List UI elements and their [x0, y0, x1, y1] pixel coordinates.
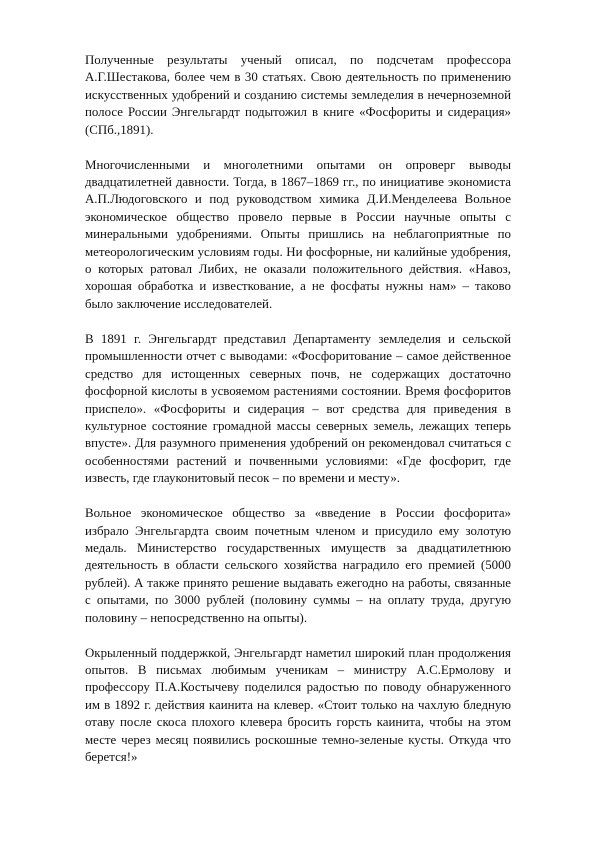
paragraph-5: Окрыленный поддержкой, Энгельгардт наметил широкий план продолжения опытов. В письмах любимым ученикам – министру А.С.Ермолову и профессору П.А.Костычеву поделился радостью по поводу обнаруженного им в 1892 г. действия каинита на клевер. «Стоит только на чахлую бледную отаву после скоса плохого клевера бросить горсть каинита, чтобы на этом месте через месяц появились роскошные темно-зеленые кусты. Откуда что берется!» [85, 645, 511, 764]
document-page [85, 52, 511, 784]
paragraph-1: Полученные результаты ученый описал, по подсчетам профессора А.Г.Шестакова, более чем в 30 статьях. Свою деятельность по применению искусственных удобрений и созданию системы земледелия в нечерноземной полосе России Энгельгардт подытожил в книге «Фосфориты и сидерация» (СПб.,1891). [85, 53, 511, 137]
paragraph-4: Вольное экономическое общество за «введение в России фосфорита» избрало Энгельгардта своим почетным членом и присудило ему золотую медаль. Министерство государственных имуществ за двадцатилетнюю деятельность в области сельского хозяйства наградило его премией (5000 рублей). А также принято решение выдавать ежегодно на работы, связанные с опытами, по 3000 рублей (половину суммы – на оплату труда, другую половину – непосредственно на опыты). [85, 506, 511, 625]
paragraph-3: В 1891 г. Энгельгардт представил Департаменту земледелия и сельской промышленности отчет с выводами: «Фосфоритование – самое действенное средство для истощенных северных почв, не содержащих достаточно фосфорной кислоты в усвояемом растениями состоянии. Время фосфоритов приспело». «Фосфориты и сидерация – вот средства для приведения в культурное состояние громадной массы северных земель, лежащих теперь впусте». Для разумного применения удобрений он рекомендовал считаться с особенностями растений и почвенными условиями: «Где фосфорит, где известь, где глауконитовый песок – по времени и месту». [85, 331, 511, 486]
paragraph-2: Многочисленными и многолетними опытами он опроверг выводы двадцатилетней давности. Тогда, в 1867–1869 гг., по инициативе экономиста А.П.Людоговского и под руководством химика Д.И.Менделеева Вольное экономическое общество провело первые в России научные опыты с минеральными удобрениями. Опыты пришлись на неблагоприятные по метеорологическим условиям годы. Ни фосфорные, ни калийные удобрения, о которых ратовал Либих, не оказали положительного действия. «Навоз, хорошая обработка и известкование, а не фосфаты нужны нам» – таково было заключение исследователей. [85, 157, 511, 311]
